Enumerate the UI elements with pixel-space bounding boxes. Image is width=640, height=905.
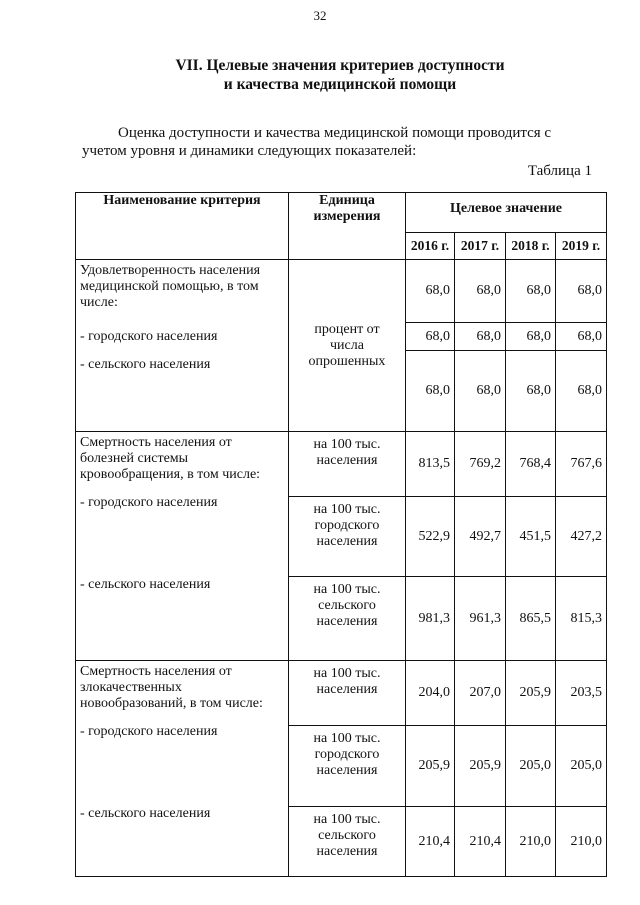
value-cell: 210,0 [506, 807, 556, 877]
value-cell: 451,5 [506, 497, 556, 577]
criterion-line: кровообращения, в том числе: [80, 467, 261, 482]
criterion-circulatory-mortality [76, 432, 289, 661]
unit-line: опрошенных [308, 353, 386, 369]
intro-line1: Оценка доступности и качества медицинской помощи проводится с [118, 125, 552, 141]
value-cell: 205,9 [506, 661, 556, 726]
value-cell: 522,9 [406, 497, 455, 577]
criterion-line: медицинской помощью, в том [80, 279, 259, 294]
unit-cell [289, 432, 406, 497]
criterion-rural: - сельского населения [80, 806, 211, 821]
header-unit [289, 193, 406, 260]
value-cell: 68,0 [506, 351, 556, 432]
criterion-cancer-mortality [76, 661, 289, 877]
value-cell: 68,0 [556, 260, 607, 323]
value-cell: 210,0 [556, 807, 607, 877]
criterion-urban: - городского населения [80, 329, 218, 344]
criterion-line: злокачественных [80, 680, 182, 695]
value-cell: 492,7 [455, 497, 506, 577]
unit-cell [289, 726, 406, 807]
unit-line: сельского [318, 828, 376, 843]
value-cell: 68,0 [556, 351, 607, 432]
criterion-line: Смертность населения от [80, 435, 232, 450]
unit-line: городского [314, 518, 380, 533]
value-cell: 815,3 [556, 577, 607, 661]
criterion-urban: - городского населения [80, 495, 218, 510]
unit-cell [289, 577, 406, 661]
value-cell: 68,0 [556, 323, 607, 351]
criterion-rural: - сельского населения [80, 357, 211, 372]
value-cell: 767,6 [556, 432, 607, 497]
header-unit-line2: измерения [313, 209, 381, 224]
header-year: 2019 г. [556, 233, 607, 260]
header-year: 2018 г. [506, 233, 556, 260]
criteria-table [75, 192, 607, 877]
value-cell: 204,0 [406, 661, 455, 726]
criterion-urban: - городского населения [80, 724, 218, 739]
unit-line: на 100 тыс. [313, 812, 381, 827]
unit-line: на 100 тыс. [313, 502, 381, 517]
unit-line: населения [316, 682, 378, 697]
unit-cell [289, 807, 406, 877]
header-year: 2017 г. [455, 233, 506, 260]
value-cell: 68,0 [455, 351, 506, 432]
criterion-line: числе: [80, 295, 118, 310]
unit-cell [289, 661, 406, 726]
value-cell: 207,0 [455, 661, 506, 726]
value-cell: 813,5 [406, 432, 455, 497]
value-cell: 205,9 [455, 726, 506, 807]
criterion-line: Смертность населения от [80, 664, 232, 679]
value-cell: 427,2 [556, 497, 607, 577]
value-cell: 68,0 [455, 323, 506, 351]
unit-line: на 100 тыс. [313, 731, 381, 746]
intro-line2: учетом уровня и динамики следующих показателей: [82, 143, 417, 159]
value-cell: 769,2 [455, 432, 506, 497]
unit-cell [289, 260, 406, 432]
criterion-line: болезней системы [80, 451, 189, 466]
unit-line: населения [316, 614, 378, 629]
header-unit-line1: Единица [319, 193, 375, 208]
value-cell: 210,4 [406, 807, 455, 877]
criterion-rural: - сельского населения [80, 577, 211, 592]
criterion-line: новообразований, в том числе: [80, 696, 263, 711]
value-cell: 205,0 [556, 726, 607, 807]
criterion-line: Удовлетворенность населения [80, 263, 261, 278]
section-title-line2: и качества медицинской помощи [223, 76, 457, 93]
value-cell: 961,3 [455, 577, 506, 661]
unit-line: населения [316, 763, 378, 778]
unit-cell [289, 497, 406, 577]
value-cell: 210,4 [455, 807, 506, 877]
header-target: Целевое значение [406, 193, 607, 233]
unit-line: населения [316, 453, 378, 468]
value-cell: 981,3 [406, 577, 455, 661]
unit-line: на 100 тыс. [313, 666, 381, 681]
unit-line: на 100 тыс. [313, 582, 381, 597]
unit-line: населения [316, 534, 378, 549]
header-criterion: Наименование критерия [76, 193, 289, 260]
criterion-satisfaction [76, 260, 289, 432]
unit-line: населения [316, 844, 378, 859]
value-cell: 205,0 [506, 726, 556, 807]
header-year: 2016 г. [406, 233, 455, 260]
unit-line: процент от [314, 321, 380, 337]
unit-line: городского [314, 747, 380, 762]
unit-line: на 100 тыс. [313, 437, 381, 452]
intro-paragraph [82, 124, 594, 160]
value-cell: 68,0 [506, 260, 556, 323]
value-cell: 205,9 [406, 726, 455, 807]
page-number: 32 [313, 8, 327, 23]
unit-line: числа [330, 337, 364, 353]
section-title-line1: VII. Целевые значения критериев доступности [175, 57, 505, 74]
table-caption: Таблица 1 [527, 163, 592, 179]
section-title [0, 56, 640, 94]
value-cell: 68,0 [455, 260, 506, 323]
value-cell: 68,0 [406, 351, 455, 432]
value-cell: 68,0 [406, 260, 455, 323]
value-cell: 768,4 [506, 432, 556, 497]
unit-line: сельского [318, 598, 376, 613]
value-cell: 68,0 [506, 323, 556, 351]
value-cell: 203,5 [556, 661, 607, 726]
value-cell: 865,5 [506, 577, 556, 661]
value-cell: 68,0 [406, 323, 455, 351]
